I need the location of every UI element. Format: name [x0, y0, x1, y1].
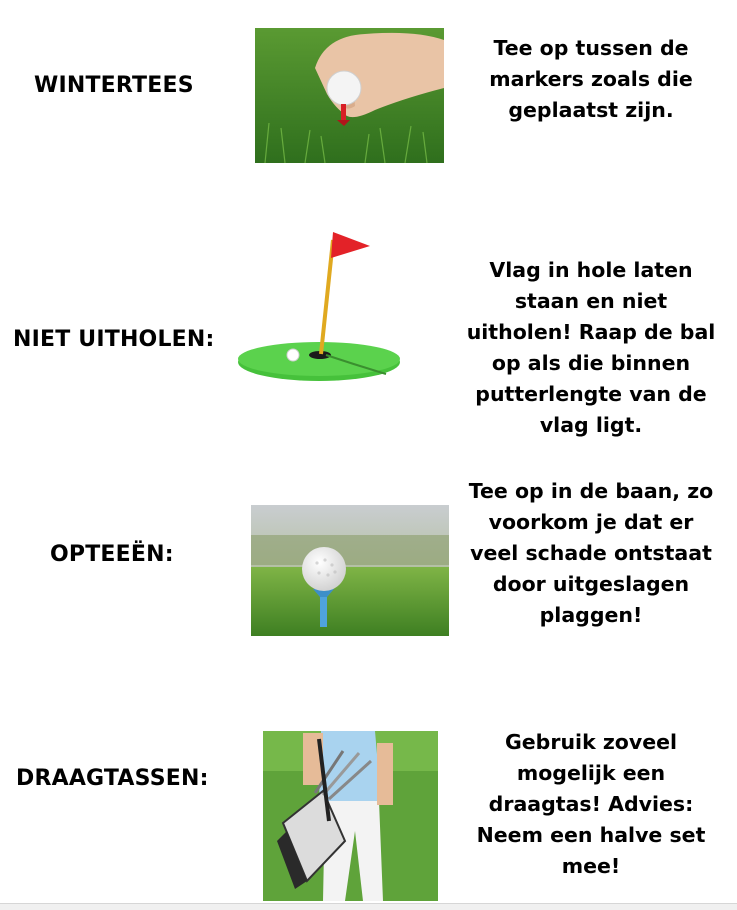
- golfer-with-carry-bag-image: [263, 731, 438, 901]
- section-text-niet-uitholen: Vlag in hole laten staan en niet uitholen! Raap de bal op als die binnen putterlengte van de vlag ligt.: [466, 258, 716, 437]
- section-title-opteeen: OPTEEËN:: [50, 542, 174, 567]
- section-title-niet-uitholen: NIET UITHOLEN:: [13, 327, 215, 352]
- hand-placing-golf-ball-image: [255, 28, 444, 163]
- section-text-draagtassen: Gebruik zoveel mogelijk een draagtas! Advies: Neem een halve set mee!: [476, 730, 706, 878]
- section-text-opteeen: Tee op in de baan, zo voorkom je dat er veel schade ontstaat door uitgeslagen plaggen!: [468, 479, 714, 627]
- golf-ball-on-tee-image: [251, 505, 449, 636]
- section-text-wintertees: Tee op tussen de markers zoals die geplaatst zijn.: [489, 36, 693, 122]
- section-title-draagtassen: DRAAGTASSEN:: [16, 766, 209, 791]
- section-title-wintertees: WINTERTEES: [34, 73, 194, 98]
- flag-in-hole-icon: [236, 228, 402, 383]
